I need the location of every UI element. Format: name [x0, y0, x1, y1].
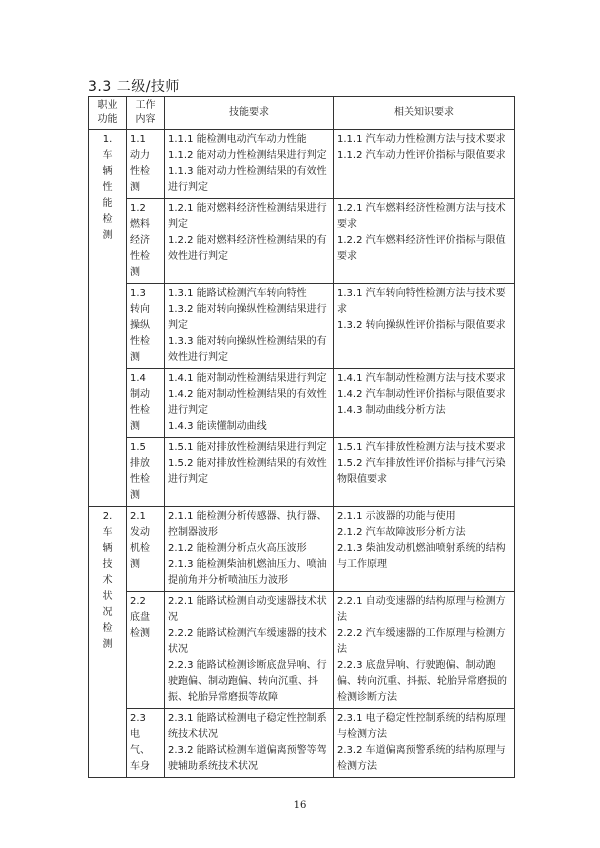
skill-item: 2.1.3 能检测柴油机燃油压力、喷油提前角并分析喷油压力波形: [168, 559, 327, 586]
table-row: [89, 592, 515, 709]
knowledge-item: 1.1.1 汽车动力性检测方法与技术要求: [337, 134, 506, 145]
knowledge-cell: [334, 199, 515, 284]
skill-item: 1.1.2 能对动力性检测结果进行判定: [168, 150, 327, 161]
knowledge-cell: [334, 369, 515, 438]
work-content-cell: 1.1 动力 性检 测: [127, 130, 165, 199]
knowledge-item: 1.3.1 汽车转向特性检测方法与技术要求: [337, 288, 506, 315]
knowledge-cell: [334, 709, 515, 778]
knowledge-item: 2.1.3 柴油发动机燃油喷射系统的结构与工作原理: [337, 543, 506, 570]
knowledge-item: 1.3.2 转向操纵性评价指标与限值要求: [337, 320, 506, 331]
header-row: [89, 97, 515, 130]
work-content-cell: 2.3 电 气、 车身: [127, 709, 165, 778]
table-row: [89, 507, 515, 592]
knowledge-item: 2.1.1 示波器的功能与使用: [337, 511, 456, 522]
knowledge-item: 1.1.2 汽车动力性评价指标与限值要求: [337, 150, 506, 161]
page-number: 16: [293, 800, 307, 811]
knowledge-item: 2.2.3 底盘异响、行驶跑偏、制动跑偏、转向沉重、抖振、轮胎异常磨损的检测诊断方法: [337, 660, 507, 703]
skill-item: 1.2.2 能对燃料经济性检测结果的有效性进行判定: [168, 235, 327, 262]
knowledge-item: 1.4.3 制动曲线分析方法: [337, 405, 446, 416]
table-row: [89, 130, 515, 199]
knowledge-item: 2.1.2 汽车故障波形分析方法: [337, 527, 466, 538]
header-skill: 技能要求: [165, 97, 334, 130]
skill-cell: [165, 507, 334, 592]
table-row: [89, 284, 515, 369]
skill-item: 1.5.1 能对排放性检测结果进行判定: [168, 442, 327, 453]
skill-item: 1.4.3 能读懂制动曲线: [168, 421, 267, 432]
knowledge-item: 2.2.1 自动变速器的结构原理与检测方法: [337, 596, 506, 623]
skill-cell: [165, 438, 334, 507]
knowledge-cell: [334, 507, 515, 592]
knowledge-cell: [334, 438, 515, 507]
knowledge-cell: [334, 284, 515, 369]
skill-item: 1.3.1 能路试检测汽车转向特性: [168, 288, 307, 299]
skill-item: 2.3.1 能路试检测电子稳定性控制系统技术状况: [168, 713, 327, 740]
table-row: [89, 438, 515, 507]
skill-item: 1.1.1 能检测电动汽车动力性能: [168, 134, 307, 145]
knowledge-item: 1.5.1 汽车排放性检测方法与技术要求: [337, 442, 506, 453]
header-function: 职业 功能: [89, 97, 127, 130]
skill-cell: [165, 592, 334, 709]
skill-item: 2.2.1 能路试检测自动变速器技术状况: [168, 596, 327, 623]
work-content-cell: 2.1 发动 机检 测: [127, 507, 165, 592]
work-content-cell: 2.2 底盘 检测: [127, 592, 165, 709]
skill-cell: [165, 130, 334, 199]
function-cell: 2. 车 辆 技 术 状 况 检 测: [89, 507, 127, 778]
skill-cell: [165, 369, 334, 438]
knowledge-item: 2.3.1 电子稳定性控制系统的结构原理与检测方法: [337, 713, 506, 740]
knowledge-item: 2.3.2 车道偏离预警系统的结构原理与检测方法: [337, 745, 506, 772]
skill-item: 2.1.2 能检测分析点火高压波形: [168, 543, 307, 554]
skill-item: 2.2.3 能路试检测诊断底盘异响、行驶跑偏、制动跑偏、转向沉重、抖振、轮胎异常磨损等故障: [168, 660, 327, 703]
work-content-cell: 1.4 制动 性检 测: [127, 369, 165, 438]
skill-cell: [165, 709, 334, 778]
skill-item: 1.4.2 能对制动性检测结果的有效性进行判定: [168, 389, 327, 416]
knowledge-item: 1.4.2 汽车制动性评价指标与限值要求: [337, 389, 506, 400]
knowledge-item: 1.2.2 汽车燃料经济性评价指标与限值要求: [337, 235, 506, 262]
skill-item: 1.1.3 能对动力性检测结果的有效性进行判定: [168, 166, 327, 193]
skill-item: 1.3.2 能对转向操纵性检测结果进行判定: [168, 304, 327, 331]
work-content-cell: 1.5 排放 性检 测: [127, 438, 165, 507]
knowledge-item: 2.2.2 汽车缓速器的工作原理与检测方法: [337, 628, 506, 655]
skill-item: 1.2.1 能对燃料经济性检测结果进行判定: [168, 203, 327, 230]
skill-item: 1.3.3 能对转向操纵性检测结果的有效性进行判定: [168, 336, 327, 363]
knowledge-item: 1.5.2 汽车排放性评价指标与排气污染物限值要求: [337, 458, 506, 485]
knowledge-item: 1.4.1 汽车制动性检测方法与技术要求: [337, 373, 506, 384]
function-cell: 1. 车 辆 性 能 检 测: [89, 130, 127, 507]
skill-item: 2.2.2 能路试检测汽车缓速器的技术状况: [168, 628, 327, 655]
table-row: [89, 709, 515, 778]
table-body: [89, 130, 515, 778]
skill-item: 1.5.2 能对排放性检测结果的有效性进行判定: [168, 458, 327, 485]
work-content-cell: 1.2 燃料 经济 性检 测: [127, 199, 165, 284]
header-knowledge: 相关知识要求: [334, 97, 515, 130]
skill-cell: [165, 284, 334, 369]
skill-item: 2.1.1 能检测分析传感器、执行器、控制器波形: [168, 511, 327, 538]
table-row: [89, 199, 515, 284]
work-content-cell: 1.3 转向 操纵 性检 测: [127, 284, 165, 369]
competency-table: [88, 96, 515, 778]
section-title: 3.3 二级/技师: [88, 79, 180, 95]
knowledge-cell: [334, 592, 515, 709]
skill-cell: [165, 199, 334, 284]
header-content: 工作 内容: [127, 97, 165, 130]
table-row: [89, 369, 515, 438]
skill-item: 1.4.1 能对制动性检测结果进行判定: [168, 373, 327, 384]
knowledge-item: 1.2.1 汽车燃料经济性检测方法与技术要求: [337, 203, 506, 230]
knowledge-cell: [334, 130, 515, 199]
skill-item: 2.3.2 能路试检测车道偏离预警等驾驶辅助系统技术状况: [168, 745, 327, 772]
